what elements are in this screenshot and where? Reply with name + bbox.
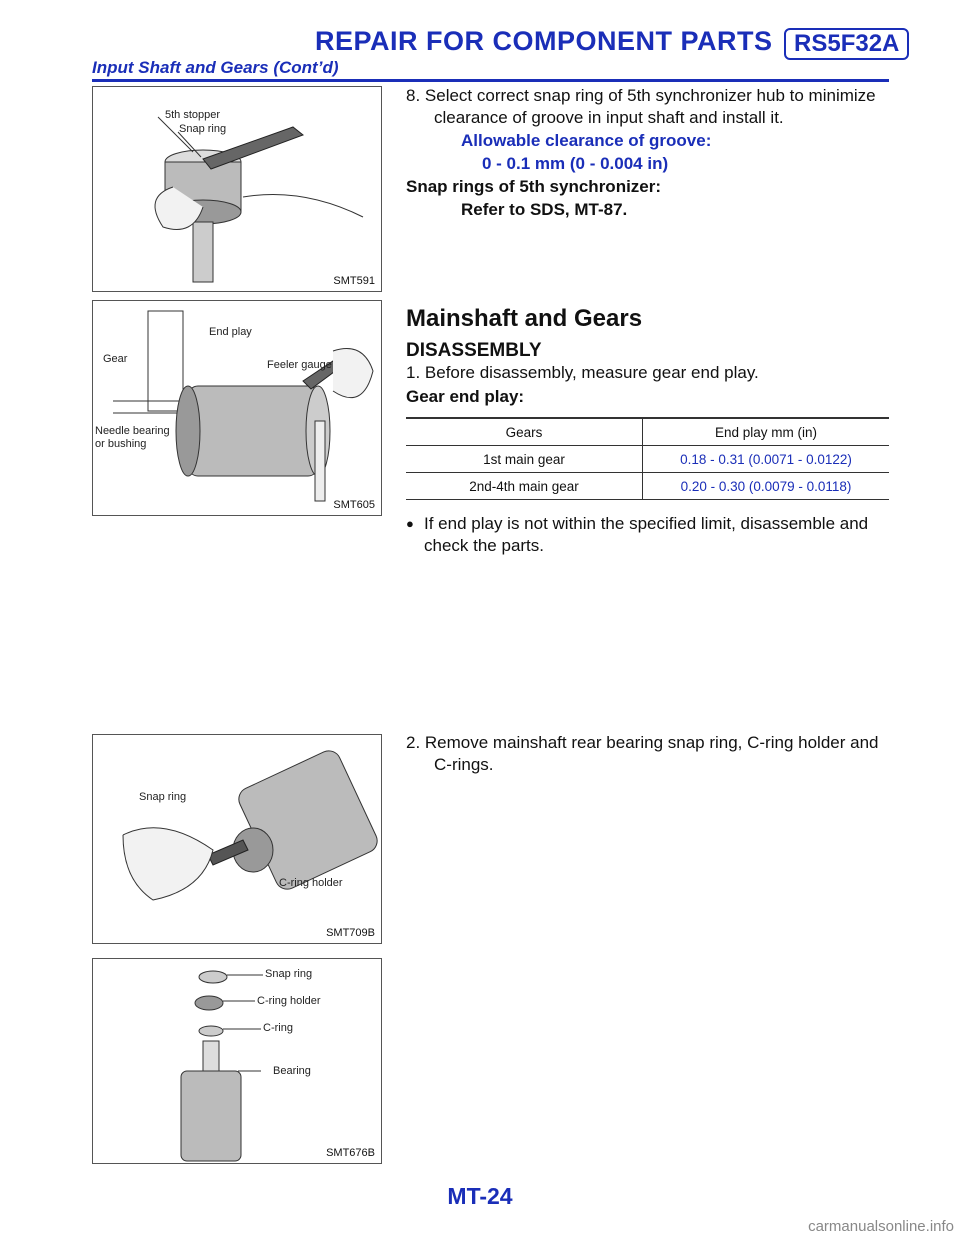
label-c-ring-holder: C-ring holder: [257, 995, 321, 1007]
step2-line1: 2. Remove mainshaft rear bearing snap ring, C-ring holder and: [406, 733, 879, 752]
step2-line2: C-rings.: [434, 755, 494, 774]
figure-smt676b: [92, 958, 382, 1164]
table-cell: 2nd-4th main gear: [406, 473, 643, 500]
table-cell: 0.18 - 0.31 (0.0071 - 0.0122): [643, 446, 890, 473]
subsection-title: DISASSEMBLY: [406, 340, 542, 361]
header-rule: [92, 79, 889, 82]
table-header: Gears: [406, 418, 643, 446]
clearance-spec-value: 0 - 0.1 mm (0 - 0.004 in): [482, 154, 669, 173]
label-feeler-gauge: Feeler gauge: [267, 359, 332, 371]
figure-smt591: [92, 86, 382, 292]
snap-rings-value: Refer to SDS, MT-87.: [461, 200, 628, 219]
label-bearing: Bearing: [273, 1065, 311, 1077]
snap-ring-removal-illustration: [93, 735, 381, 943]
endplay-label: Gear end play:: [406, 387, 525, 406]
table-cell: 1st main gear: [406, 446, 643, 473]
label-snap-ring: Snap ring: [265, 968, 313, 980]
label-c-ring-holder: C-ring holder: [279, 877, 343, 889]
header-title: REPAIR FOR COMPONENT PARTS: [315, 26, 773, 56]
model-badge: RS5F32A: [784, 28, 909, 60]
table-header: End play mm (in): [643, 418, 890, 446]
figure-code: SMT709B: [326, 927, 375, 939]
table-row: [406, 473, 889, 500]
label-snap-ring: Snap ring: [139, 791, 187, 803]
bullet-line2: check the parts.: [424, 536, 545, 555]
page-number: MT-24: [447, 1183, 513, 1209]
bullet-dot: ●: [406, 516, 414, 531]
label-or-bushing: or bushing: [95, 438, 147, 450]
step1: 1. Before disassembly, measure gear end play.: [406, 363, 759, 382]
header-subtitle: Input Shaft and Gears (Cont’d): [92, 58, 339, 77]
snap-rings-label: Snap rings of 5th synchronizer:: [406, 177, 662, 196]
label-5th-stopper: 5th stopper: [165, 109, 221, 121]
input-shaft-illustration: [93, 87, 381, 291]
table-header-row: [406, 418, 889, 446]
figure-code: SMT591: [333, 275, 375, 287]
clearance-spec-label: Allowable clearance of groove:: [461, 131, 712, 150]
figure-code: SMT605: [333, 499, 375, 511]
label-needle-bearing: Needle bearing: [95, 425, 170, 437]
label-snap-ring: Snap ring: [179, 123, 227, 135]
endplay-table: [406, 417, 889, 500]
step8-line2: clearance of groove in input shaft and install it.: [434, 108, 784, 127]
figure-smt709b: [92, 734, 382, 944]
section-title: Mainshaft and Gears: [406, 305, 643, 332]
bullet-line1: If end play is not within the specified limit, disassemble and: [424, 514, 869, 533]
table-row: [406, 446, 889, 473]
label-gear: Gear: [103, 353, 128, 365]
label-end-play: End play: [209, 326, 252, 338]
figure-smt605: [92, 300, 382, 516]
figure-code: SMT676B: [326, 1147, 375, 1159]
watermark: carmanualsonline.info: [808, 1218, 954, 1235]
step8-line1: 8. Select correct snap ring of 5th synchronizer hub to minimize: [406, 86, 876, 105]
table-cell: 0.20 - 0.30 (0.0079 - 0.0118): [643, 473, 890, 500]
label-c-ring: C-ring: [263, 1022, 293, 1034]
parts-exploded-illustration: [93, 959, 381, 1163]
